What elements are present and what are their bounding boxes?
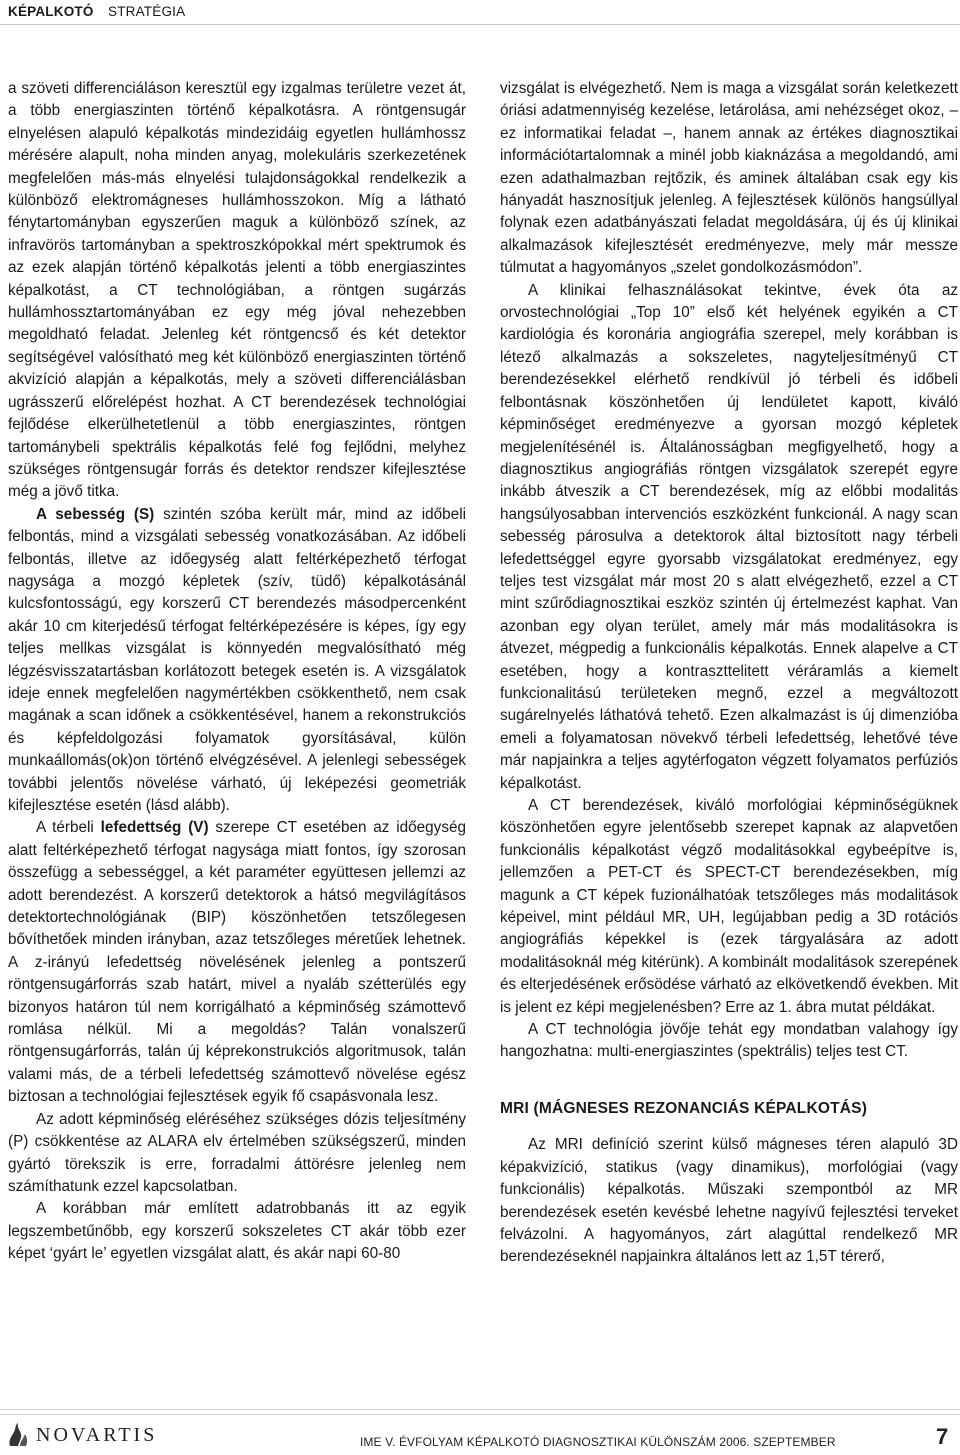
left-column — [8, 78, 466, 1266]
speed-term: A sebesség (S) — [36, 505, 155, 523]
section-label: KÉPALKOTÓ — [8, 4, 94, 19]
right-column — [500, 78, 958, 1269]
novartis-flame-icon — [6, 1422, 30, 1448]
category-label: STRATÉGIA — [108, 4, 186, 19]
left-paragraph-4: Az adott képminőség eléréséhez szükséges dózis teljesítmény (P) csökkentése az ALARA elv értelmében szükségszerű, minden gyártó törekszik is erre, forradalmi áttörésre jelenleg nem számíthatunk ezzel kapcsolatban. — [8, 1110, 466, 1195]
footer-divider-secondary — [0, 1414, 960, 1415]
coverage-term: lefedettség (V) — [100, 819, 209, 837]
left-paragraph-3-lead: A térbeli — [36, 819, 101, 837]
right-paragraph-2: A klinikai felhasználásokat tekintve, évek óta az orvostechnológiai „Top 10” első két helyének egyikén a CT kardiológia és koronária angiográfia szerepel, mely korábban is létező alkalmazás a sokszeletes, nagyteljesítményű CT berendezésekkel elérhető rendkívül jó térbeli és időbeli felbontásnak köszönhetően új lendületet kapott, kiváló képminőséget eredményezve a gyorsan mozgó képletek megjelenítésénél is. Általánosságban megfigyelhető, hogy a diagnosztikus angiográfiás röntgen vizsgálatok szerepét egyre inkább átveszik a CT berendezések, míg az előbbi modalitás hangsúlyosabban intervenciós eszközként funkcionál. A nagy scan sebesség párosulva a detektorok által biztosított nagy térbeli lefedettséggel egyre gyorsabb vizsgálatokat eredményez, egy teljes test vizsgálat már most 20 s alatt elvégezhető, ezzel a CT mint szűrődiagnosztikai eszköz szintén új értelmezést kaphat. Van azonban egy olyan terület, amely már más modalitásokra is átvezet, mégpedig a funkcionális képalkotás. Ennek alapelve a CT esetében, hogy a kontraszttelitett véráramlás a kiemelt funkcionalitású területeken megnő, ezzel a megváltozott sugárelnyelés láthatóvá tehető. Ezen alkalmazást is új dimenzióba emeli a folyamatosan növekvő térbeli lefedettség, lehetővé téve már napjainkra a teljes agytérfogaton végzett folyamatos perfúziós képalkotást. — [500, 281, 958, 792]
left-paragraph-3 — [8, 817, 466, 1108]
left-paragraph-3-text: szerepe CT esetében az időegység alatt feltérképezhető térfogat nagysága miatt fontos, így szorosan összefügg a sebességgel, a két paraméter együttesen jellemzi az adott berendezést. A korszerű detektorok a hátsó megvilágításos detektortechnológiának (BIP) köszönhetően tetszőlegesen bővíthetőek minden irányban, azaz tetszőleges méretűek lehetnek. A z-irányú lefedettség növelésének jelenleg a pontszerű röntgensugárforrás szab határt, mivel a nyaláb szétterülés egy bizonyos határon túl nem korrigálható a képminőség számottevő romlása nélkül. Mi a megoldás? Talán vonalszerű röntgensugárforrás, talán új képrekonstrukciós algoritmusok, talán valami más, de a térbeli lefedettség számottevő növelése egész biztosan a technológiai fejlesztések egyik fő csapásvonala lesz. — [8, 819, 466, 1106]
right-paragraph-1: vizsgálat is elvégezhető. Nem is maga a vizsgálat során keletkezett óriási adatmennyiség kezelése, letárolása, ami nehézséget okoz, – ez informatikai feladat –, hanem annak az értékes diagnosztikai információtartalomnak a minél jobb kiaknázása a megoldandó, ami ezen adathalmazban rejtőzik, és aminek általában csak egy kis hányadát hasznosítjuk jelenleg. A fejlesztések különös hangsúllyal folynak ezen adatbányászati feladat megoldására, új és új klinikai alkalmazások kifejlesztését eredményezve, mely már messze túlmutat a hagyományos „szelet gondolkozásmódon”. — [500, 80, 958, 277]
left-paragraph-5: A korábban már említett adatrobbanás itt az egyik legszembetűnőbb, egy korszerű sokszeletes CT akár több ezer képet ‘gyárt le’ egyetlen vizsgálat alatt, és akár napi 60-80 — [8, 1200, 466, 1263]
logo-wordmark: NOVARTIS — [36, 1423, 158, 1446]
mri-section-heading: MRI (MÁGNESES REZONANCIÁS KÉPALKOTÁS) — [500, 1099, 868, 1117]
publication-info: IME V. ÉVFOLYAM KÉPALKOTÓ DIAGNOSZTIKAI KÜLÖNSZÁM 2006. SZEPTEMBER — [360, 1435, 836, 1449]
right-paragraph-5: Az MRI definíció szerint külső mágneses téren alapuló 3D képakvizíció, statikus (vagy dinamikus), morfológiai (vagy funkcionális) képalkotás. Műszaki szempontból az MR berendezések esetén kevésbé lehetne nagyívű fejlesztési terveket felvázolni. A hagyományos, zárt alagúttal rendelkező MR berendezéseknél napjainkra általános lett az 1,5T térerő, — [500, 1136, 958, 1266]
right-paragraph-4: A CT technológia jövője tehát egy mondatban valahogy így hangozhatna: multi-energiaszintes (spektrális) teljes test CT. — [500, 1021, 958, 1061]
page-number: 7 — [936, 1424, 949, 1449]
right-paragraph-3: A CT berendezések, kiváló morfológiai képminőségüknek köszönhetően egyre jelentősebb szerepet kapnak az alapvetően funkcionális képalkotást végző modalitásokkal egybeépítve is, jellemzően a PET-CT és SPECT-CT berendezésekben, míg magunk a CT képek fuzionálhatóak tetszőleges más modalitások képeivel, mint például MR, UH, legújabban pedig a 3D rotációs angiográfiás képekkel is (ezek tárgyalására az adott modalitásoknál még kitérünk). A kombinált modalitások szerepének és elterjedésének erősödése várható az elkövetkendő években. Mit is jelent ez képi megjelenésben? Erre az 1. ábra mutat példákat. — [500, 797, 958, 1016]
novartis-logo — [6, 1422, 157, 1448]
left-paragraph-2 — [8, 504, 466, 818]
header-divider — [0, 24, 960, 25]
page-header — [0, 0, 960, 24]
footer-divider — [0, 1409, 960, 1410]
left-paragraph-2-text: szintén szóba került már, mind az időbeli felbontás, mind a vizsgálati sebesség vonatkozásában. Az időbeli felbontás, illetve az időegység alatt feltérképezhető térfogat nagysága a mozgó képletek (szív, tüdő) képalkotásánál kulcsfontosságú, egy korszerű CT berendezés másodpercenként akár 10 cm kiterjedésű térfogat feltérképezésére is képes, így egy teljes mellkas vizsgálat is könnyedén megvalósítható még légzésvisszatartásban korlátozott betegek esetén is. A vizsgálatok ideje ennek megfelelően nagymértékben csökkenthető, nem csak magának a scan időnek a csökkentésével, hanem a rekonstrukciós és képfeldolgozási folyamatok gyorsításával, külön munkaállomás(ok)on történő elvégzésével. A jelenlegi sebességek további jelentős növelése várható, új leképezési geometriák kifejlesztése esetén (lásd alább). — [8, 505, 466, 814]
left-paragraph-1: a szöveti differenciáláson keresztül egy izgalmas területre vezet át, a több energiaszinten történő képalkotásra. A röntgensugár elnyelésen alapuló képalkotás mindezidáig egyetlen hullámhossz mérésére alapult, noha minden anyag, molekuláris szerkezetének megfelelően más-más elnyelési tulajdonságokkal rendelkezik a különböző elektromágneses hullámhosszokon. Míg a látható fénytartományban egyszerűen maguk a különböző színek, az infravörös tartományban a spektroszkópokkal mért spektrumok és az ezek alapján történő képalkotás jelenti a több energiaszintes képalkotást, a CT technológiában, a röntgen sugárzás hullámhossztartományában ez egy még jóval nehezebben megoldható feladat. Jelenleg két röntgencső és két detektor segítségével valósítható meg két különböző energiaszinten történő akvizíció alapján a képalkotás, mely a szöveti differenciálásban ugrásszerű előrelépést hozhat. A CT berendezések technológiai fejlődése elkerülhetetlenül a több energiaszintes, röntgen tartománybeli spektrális képalkotás felé fog fejlődni, melyhez szükséges röntgensugár forrás és detektor rendszer kifejlesztése még a jövő titka. — [8, 80, 466, 501]
